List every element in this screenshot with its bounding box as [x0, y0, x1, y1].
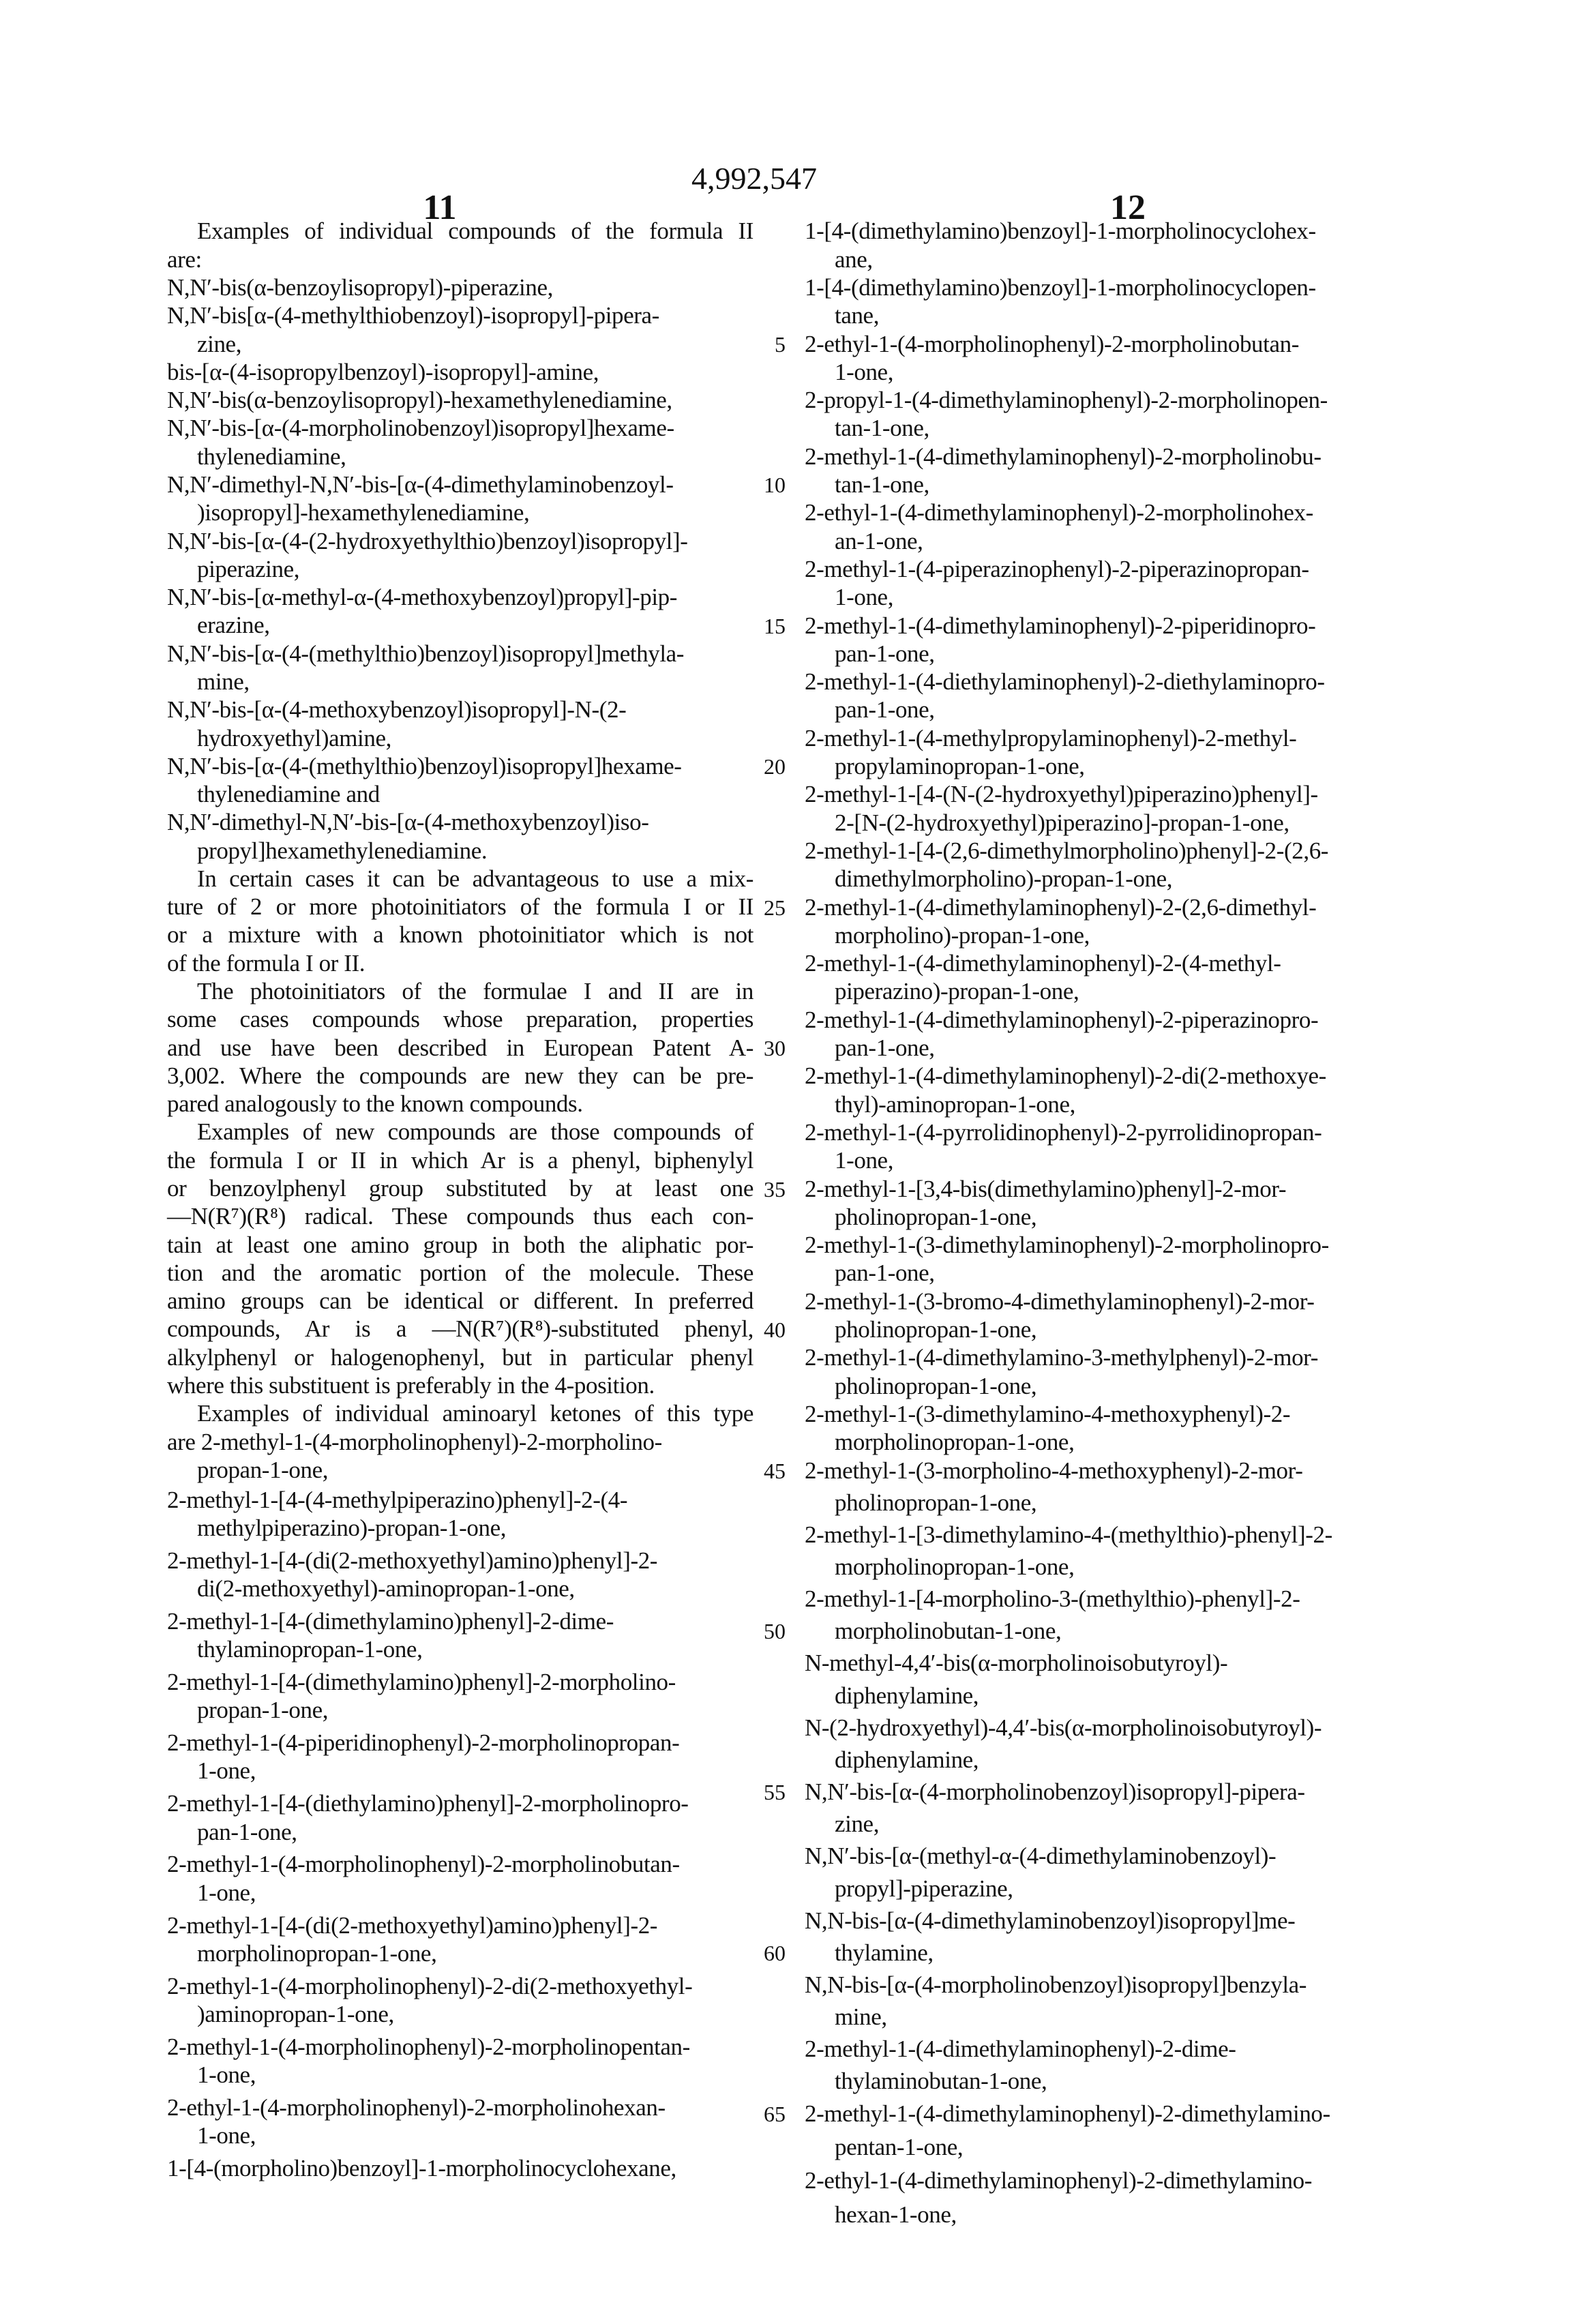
compound-line: morpholinobutan-1-one,	[835, 1618, 1061, 1645]
compound-line: N,N′-bis-[α-(4-(methylthio)benzoyl)isopropyl]hexame-	[167, 753, 682, 780]
compound-line: morpholinopropan-1-one,	[197, 1940, 436, 1967]
paragraph-line: the formula I or II in which Ar is a phenyl, biphenylyl	[167, 1147, 753, 1174]
compound-line: 2-methyl-1-[4-(N-(2-hydroxyethyl)piperazino)phenyl]-	[805, 781, 1318, 808]
paragraph-line: Examples of new compounds are those compounds of	[197, 1118, 753, 1146]
compound-line: N,N′-bis-[α-(4-(2-hydroxyethylthio)benzoyl)isopropyl]-	[167, 528, 688, 555]
paragraph-line: of the formula I or II.	[167, 950, 365, 977]
paragraph-line: In certain cases it can be advantageous to use a mix-	[197, 865, 753, 893]
compound-line: 2-methyl-1-(3-dimethylamino-4-methoxyphenyl)-2-	[805, 1401, 1290, 1428]
compound-line: propan-1-one,	[197, 1697, 328, 1724]
paragraph-line: and use have been described in European Patent A-	[167, 1034, 753, 1062]
line-number: 25	[756, 894, 786, 921]
compound-line: pan-1-one,	[835, 696, 935, 724]
line-number: 55	[756, 1778, 786, 1806]
compound-line: 2-methyl-1-(3-dimethylaminophenyl)-2-morpholinopro-	[805, 1232, 1329, 1259]
paragraph-line: are:	[167, 246, 202, 273]
paragraph-line: some cases compounds whose preparation, properties	[167, 1006, 753, 1033]
compound-line: 2-methyl-1-[3-dimethylamino-4-(methylthio)-phenyl]-2-	[805, 1521, 1332, 1549]
compound-line: 2-methyl-1-(4-dimethylaminophenyl)-2-(2,6-dimethyl-	[805, 894, 1316, 921]
compound-line: 2-ethyl-1-(4-dimethylaminophenyl)-2-dimethylamino-	[805, 2167, 1312, 2194]
compound-line: 2-ethyl-1-(4-morpholinophenyl)-2-morpholinobutan-	[805, 331, 1299, 358]
compound-line: tan-1-one,	[835, 471, 929, 498]
compound-line: thylenediamine,	[197, 443, 346, 471]
compound-line: 2-methyl-1-(4-dimethylaminophenyl)-2-dime-	[805, 2036, 1236, 2063]
compound-line: 1-one,	[197, 1879, 256, 1907]
paragraph-line: or benzoylphenyl group substituted by at least one	[167, 1175, 753, 1202]
compound-line: thylaminopropan-1-one,	[197, 1636, 422, 1663]
compound-line: N,N′-dimethyl-N,N′-bis-[α-(4-methoxybenzoyl)iso-	[167, 809, 649, 836]
compound-line: N-methyl-4,4′-bis(α-morpholinoisobutyroyl)-	[805, 1650, 1227, 1677]
compound-line: 2-methyl-1-[4-(dimethylamino)phenyl]-2-morpholino-	[167, 1669, 676, 1696]
compound-line: 2-methyl-1-(4-morpholinophenyl)-2-morpholinopentan-	[167, 2034, 690, 2061]
compound-line: 2-methyl-1-(4-pyrrolidinophenyl)-2-pyrrolidinopropan-	[805, 1119, 1322, 1146]
compound-line: propylaminopropan-1-one,	[835, 753, 1085, 780]
compound-line: pan-1-one,	[197, 1819, 297, 1846]
compound-line: methylpiperazino)-propan-1-one,	[197, 1515, 506, 1542]
compound-line: morpholinopropan-1-one,	[835, 1429, 1074, 1456]
line-number: 40	[756, 1316, 786, 1343]
compound-line: 2-methyl-1-[4-(diethylamino)phenyl]-2-morpholinopro-	[167, 1790, 689, 1817]
compound-line: tan-1-one,	[835, 415, 929, 442]
compound-line: 2-methyl-1-(4-dimethylaminophenyl)-2-di(2-methoxye-	[805, 1062, 1326, 1090]
compound-line: 2-methyl-1-(4-dimethylaminophenyl)-2-piperazinopro-	[805, 1007, 1318, 1034]
compound-line: 1-[4-(dimethylamino)benzoyl]-1-morpholinocyclopen-	[805, 274, 1316, 301]
compound-line: 2-methyl-1-[3,4-bis(dimethylamino)phenyl]-2-mor-	[805, 1176, 1286, 1203]
compound-line: zine,	[197, 331, 241, 358]
compound-line: thylenediamine and	[197, 781, 380, 808]
compound-line: mine,	[197, 668, 250, 696]
compound-line: 1-one,	[835, 584, 893, 611]
compound-line: hexan-1-one,	[835, 2201, 957, 2229]
compound-line: pentan-1-one,	[835, 2134, 963, 2161]
paragraph-line: or a mixture with a known photoinitiator which is not	[167, 921, 753, 949]
compound-line: 1-[4-(dimethylamino)benzoyl]-1-morpholinocyclohex-	[805, 218, 1316, 245]
compound-line: diphenylamine,	[835, 1746, 979, 1774]
compound-line: 1-one,	[835, 1147, 893, 1174]
compound-line: piperazino)-propan-1-one,	[835, 978, 1079, 1005]
compound-line: )aminopropan-1-one,	[197, 2001, 394, 2028]
compound-line: morpholino)-propan-1-one,	[835, 922, 1090, 949]
compound-line: pan-1-one,	[835, 1034, 935, 1062]
compound-line: pholinopropan-1-one,	[835, 1316, 1036, 1343]
compound-line: 2-methyl-1-[4-(di(2-methoxyethyl)amino)phenyl]-2-	[167, 1912, 657, 1939]
compound-line: 2-methyl-1-(4-dimethylaminophenyl)-2-dimethylamino-	[805, 2100, 1330, 2128]
compound-line: an-1-one,	[835, 528, 923, 555]
compound-line: N,N′-bis[α-(4-methylthiobenzoyl)-isopropyl]-pipera-	[167, 302, 659, 329]
compound-line: 1-[4-(morpholino)benzoyl]-1-morpholinocyclohexane,	[167, 2155, 676, 2182]
compound-line: 2-methyl-1-(4-piperazinophenyl)-2-piperazinopropan-	[805, 556, 1309, 583]
compound-line: N,N′-bis(α-benzoylisopropyl)-hexamethylenediamine,	[167, 387, 672, 414]
compound-line: pholinopropan-1-one,	[835, 1489, 1036, 1517]
compound-line: thyl)-aminopropan-1-one,	[835, 1091, 1075, 1118]
line-number: 45	[756, 1457, 786, 1485]
patent-number: 4,992,547	[691, 162, 817, 196]
compound-line: N,N′-bis-[α-(4-(methylthio)benzoyl)isopropyl]methyla-	[167, 640, 684, 668]
compound-line: N,N′-bis-[α-(4-methoxybenzoyl)isopropyl]-N-(2-	[167, 696, 626, 724]
compound-line: 2-methyl-1-(4-dimethylaminophenyl)-2-piperidinopro-	[805, 612, 1315, 640]
compound-line: erazine,	[197, 612, 270, 639]
paragraph-line: tain at least one amino group in both the aliphatic por-	[167, 1232, 753, 1259]
paragraph-line: Examples of individual aminoaryl ketones of this type	[197, 1400, 753, 1427]
paragraph-line: The photoinitiators of the formulae I and II are in	[197, 978, 753, 1005]
compound-line: N,N′-bis-[α-methyl-α-(4-methoxybenzoyl)propyl]-pip-	[167, 584, 677, 611]
compound-line: zine,	[835, 1811, 879, 1838]
line-number: 15	[756, 612, 786, 640]
compound-line: 2-methyl-1-(4-methylpropylaminophenyl)-2-methyl-	[805, 725, 1296, 752]
compound-line: N,N′-bis-[α-(4-morpholinobenzoyl)isopropyl]-pipera-	[805, 1778, 1305, 1806]
compound-line: dimethylmorpholino)-propan-1-one,	[835, 865, 1172, 893]
paragraph-line: pared analogously to the known compounds.	[167, 1090, 583, 1118]
line-number: 50	[756, 1618, 786, 1645]
paragraph-line: alkylphenyl or halogenophenyl, but in particular phenyl	[167, 1344, 753, 1371]
compound-line: N-(2-hydroxyethyl)-4,4′-bis(α-morpholinoisobutyroyl)-	[805, 1714, 1322, 1742]
compound-line: N,N-bis-[α-(4-morpholinobenzoyl)isopropyl]benzyla-	[805, 1971, 1307, 1999]
compound-line: N,N′-bis-[α-(4-morpholinobenzoyl)isopropyl]hexame-	[167, 415, 674, 442]
compound-line: 2-methyl-1-[4-(2,6-dimethylmorpholino)phenyl]-2-(2,6-	[805, 837, 1328, 865]
compound-line: thylaminobutan-1-one,	[835, 2068, 1047, 2095]
compound-line: morpholinopropan-1-one,	[835, 1553, 1074, 1581]
column-number-right: 12	[1110, 189, 1146, 227]
compound-line: bis-[α-(4-isopropylbenzoyl)-isopropyl]-amine,	[167, 359, 599, 386]
compound-line: 2-propyl-1-(4-dimethylaminophenyl)-2-morpholinopen-	[805, 387, 1328, 414]
compound-line: 2-methyl-1-[4-(4-methylpiperazino)phenyl]-2-(4-	[167, 1487, 627, 1514]
compound-line: piperazine,	[197, 556, 299, 583]
compound-line: 2-methyl-1-[4-(di(2-methoxyethyl)amino)phenyl]-2-	[167, 1547, 657, 1575]
line-number: 60	[756, 1939, 786, 1967]
compound-line: di(2-methoxyethyl)-aminopropan-1-one,	[197, 1575, 575, 1603]
paragraph-line: tion and the aromatic portion of the molecule. These	[167, 1260, 753, 1287]
compound-line: 2-methyl-1-(4-dimethylaminophenyl)-2-morpholinobu-	[805, 443, 1322, 471]
compound-line: 2-methyl-1-(3-morpholino-4-methoxyphenyl)-2-mor-	[805, 1457, 1302, 1485]
compound-line: 2-methyl-1-(3-bromo-4-dimethylaminophenyl)-2-mor-	[805, 1288, 1315, 1315]
column-number-left: 11	[423, 189, 456, 227]
compound-line: N,N-bis-[α-(4-dimethylaminobenzoyl)isopropyl]me-	[805, 1907, 1295, 1935]
paragraph-line: compounds, Ar is a —N(R⁷)(R⁸)-substituted phenyl,	[167, 1315, 753, 1343]
compound-line: 1-one,	[197, 1757, 256, 1785]
compound-line: 2-methyl-1-(4-morpholinophenyl)-2-di(2-methoxyethyl-	[167, 1973, 692, 2000]
paragraph-line: —N(R⁷)(R⁸) radical. These compounds thus each con-	[167, 1203, 753, 1230]
compound-line: 2-ethyl-1-(4-morpholinophenyl)-2-morpholinohexan-	[167, 2094, 666, 2121]
paragraph-line: are 2-methyl-1-(4-morpholinophenyl)-2-morpholino-	[167, 1429, 662, 1456]
compound-line: 1-one,	[835, 359, 893, 386]
compound-line: )isopropyl]-hexamethylenediamine,	[197, 499, 529, 526]
compound-line: ane,	[835, 246, 873, 273]
compound-line: pholinopropan-1-one,	[835, 1204, 1036, 1231]
compound-line: 2-methyl-1-(4-morpholinophenyl)-2-morpholinobutan-	[167, 1851, 680, 1878]
compound-line: N,N′-bis(α-benzoylisopropyl)-piperazine,	[167, 274, 553, 301]
compound-line: 2-ethyl-1-(4-dimethylaminophenyl)-2-morpholinohex-	[805, 499, 1313, 526]
line-number: 10	[756, 471, 786, 498]
compound-line: mine,	[835, 2003, 887, 2031]
line-number: 5	[756, 331, 786, 358]
paragraph-line: amino groups can be identical or different. In preferred	[167, 1287, 753, 1315]
compound-line: N,N′-bis-[α-(methyl-α-(4-dimethylaminobenzoyl)-	[805, 1843, 1276, 1870]
compound-line: propyl]-piperazine,	[835, 1875, 1013, 1903]
compound-line: diphenylamine,	[835, 1682, 979, 1710]
compound-line: 2-methyl-1-(4-diethylaminophenyl)-2-diethylaminopro-	[805, 668, 1325, 696]
compound-line: propan-1-one,	[197, 1457, 328, 1484]
compound-line: pholinopropan-1-one,	[835, 1373, 1036, 1400]
compound-line: 1-one,	[197, 2122, 256, 2149]
line-number: 30	[756, 1034, 786, 1062]
compound-line: pan-1-one,	[835, 1260, 935, 1287]
compound-line: tane,	[835, 302, 879, 329]
compound-line: thylamine,	[835, 1939, 934, 1967]
line-number: 20	[756, 753, 786, 780]
paragraph-line: 3,002. Where the compounds are new they can be pre-	[167, 1062, 753, 1090]
paragraph-line: ture of 2 or more photoinitiators of the formula I or II	[167, 893, 753, 921]
compound-line: 2-methyl-1-(4-dimethylamino-3-methylphenyl)-2-mor-	[805, 1344, 1318, 1371]
line-number: 65	[756, 2100, 786, 2128]
compound-line: 1-one,	[197, 2061, 256, 2089]
compound-line: N,N′-dimethyl-N,N′-bis-[α-(4-dimethylaminobenzoyl-	[167, 471, 674, 498]
compound-line: hydroxyethyl)amine,	[197, 725, 391, 752]
compound-line: 2-methyl-1-(4-piperidinophenyl)-2-morpholinopropan-	[167, 1729, 679, 1757]
paragraph-line: where this substituent is preferably in the 4-position.	[167, 1372, 655, 1399]
paragraph-line: Examples of individual compounds of the formula II	[197, 218, 753, 245]
compound-line: 2-methyl-1-[4-(dimethylamino)phenyl]-2-dime-	[167, 1608, 614, 1635]
compound-line: 2-[N-(2-hydroxyethyl)piperazino]-propan-1-one,	[835, 809, 1289, 837]
line-number: 35	[756, 1176, 786, 1203]
compound-line: 2-methyl-1-(4-dimethylaminophenyl)-2-(4-methyl-	[805, 950, 1281, 977]
compound-line: pan-1-one,	[835, 640, 935, 668]
compound-line: propyl]hexamethylenediamine.	[197, 837, 487, 865]
compound-line: 2-methyl-1-[4-morpholino-3-(methylthio)-phenyl]-2-	[805, 1585, 1300, 1613]
